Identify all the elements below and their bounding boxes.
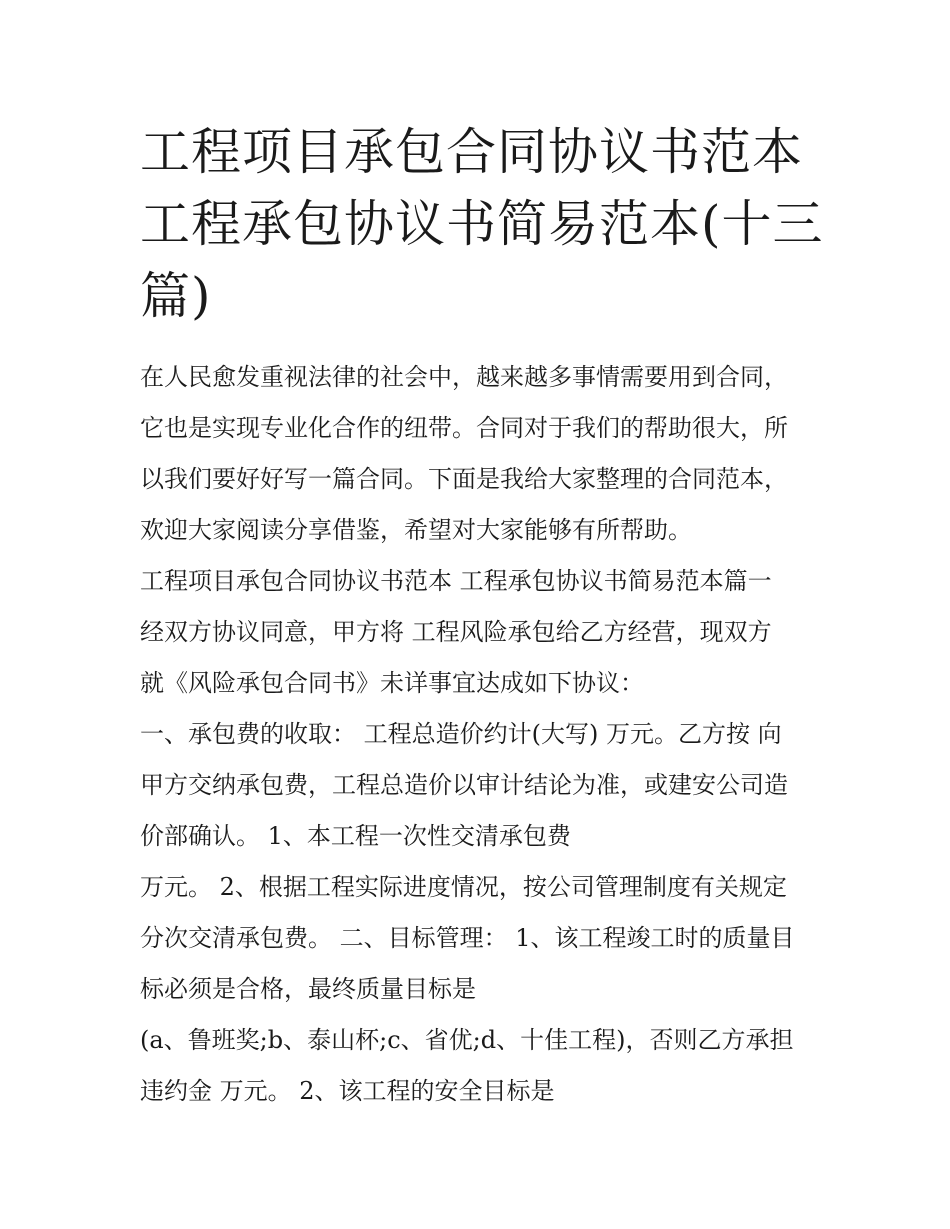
body-line: (a、鲁班奖;b、泰山杯;c、省优;d、十佳工程)，否则乙方承担 <box>140 1026 794 1054</box>
body-line: 欢迎大家阅读分享借鉴，希望对大家能够有所帮助。 <box>140 516 692 544</box>
body-line: 价部确认。 1、本工程一次性交清承包费 <box>140 822 571 850</box>
body-line: 工程项目承包合同协议书范本 工程承包协议书简易范本篇一 <box>140 567 772 595</box>
title-line: 篇) <box>140 267 212 325</box>
body-line: 万元。 2、根据工程实际进度情况，按公司管理制度有关规定 <box>140 873 787 901</box>
body-line: 分次交清承包费。 二、目标管理： 1、该工程竣工时的质量目 <box>140 924 795 952</box>
body-line: 就《风险承包合同书》未详事宜达成如下协议： <box>140 669 644 697</box>
body-line: 一、承包费的收取： 工程总造价约计(大写) 万元。乙方按 向 <box>140 720 782 748</box>
body-line: 标必须是合格，最终质量目标是 <box>140 975 476 1003</box>
body-line: 经双方协议同意，甲方将 工程风险承包给乙方经营，现双方 <box>140 618 772 646</box>
body-line: 以我们要好好写一篇合同。下面是我给大家整理的合同范本， <box>140 465 788 493</box>
title-line: 工程项目承包合同协议书范本 <box>140 123 803 181</box>
document-body <box>140 352 820 1117</box>
title-line: 工程承包协议书简易范本(十三 <box>140 195 824 253</box>
body-line: 它也是实现专业化合作的纽带。合同对于我们的帮助很大，所 <box>140 414 788 442</box>
document-title <box>140 116 824 332</box>
body-line: 在人民愈发重视法律的社会中，越来越多事情需要用到合同， <box>140 363 788 391</box>
body-line: 违约金 万元。 2、该工程的安全目标是 <box>140 1077 555 1105</box>
body-line: 甲方交纳承包费，工程总造价以审计结论为准，或建安公司造 <box>140 771 788 799</box>
